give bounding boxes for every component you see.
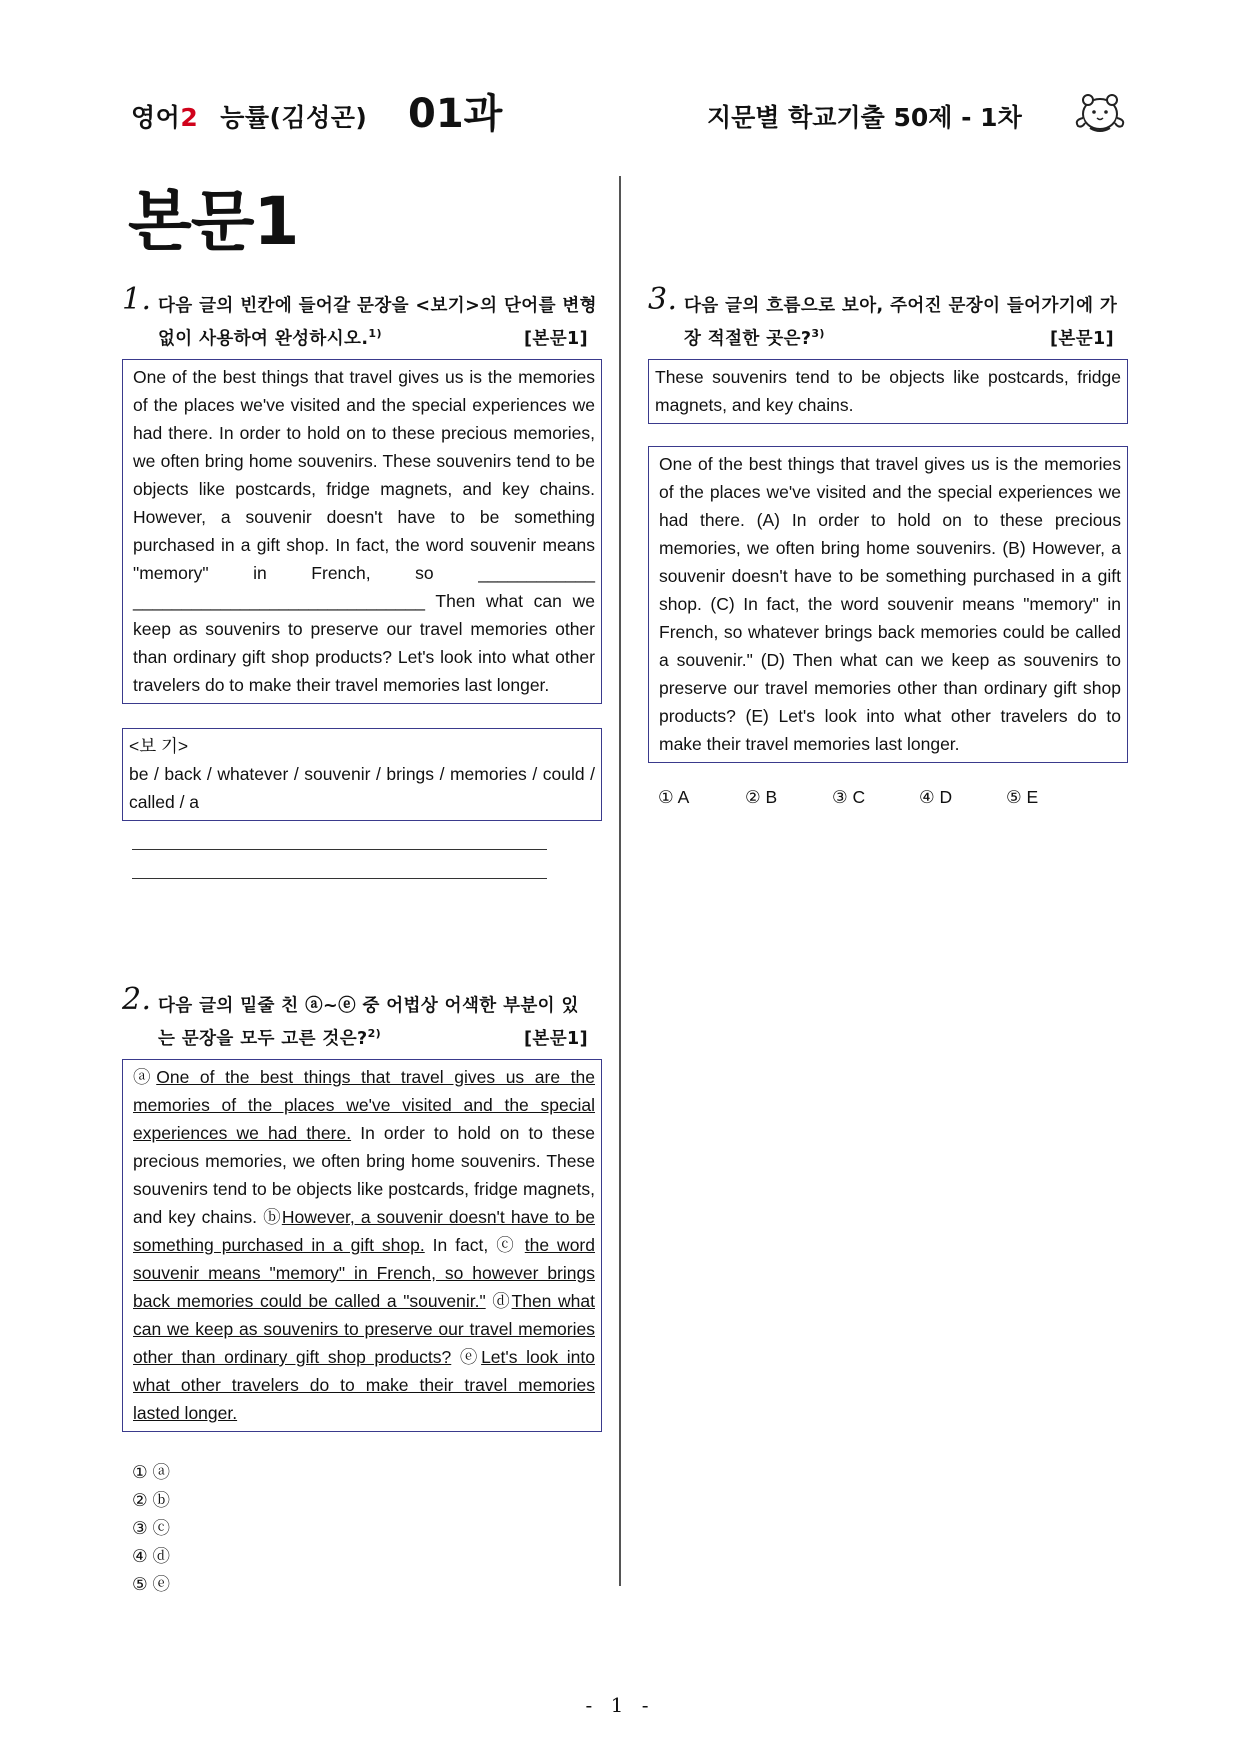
q2-tag: [본문1] bbox=[524, 1028, 588, 1049]
q2-choice-3[interactable]: ③ ⓒ bbox=[132, 1517, 171, 1538]
q3-choice-3[interactable]: ③ C bbox=[832, 786, 866, 807]
subject-publisher bbox=[131, 98, 367, 134]
q3-footnote: 3) bbox=[811, 327, 825, 340]
q2-mark-c: ⓒ bbox=[496, 1234, 517, 1255]
page-number: - 1 - bbox=[585, 1693, 655, 1717]
q2-number: 2. bbox=[122, 982, 152, 1017]
q2-choice-2[interactable]: ② ⓑ bbox=[132, 1489, 171, 1510]
q1-footnote: 1) bbox=[368, 327, 382, 340]
q1-bogi-title: <보 기> bbox=[129, 735, 189, 756]
q1-instruction-line1: 다음 글의 빈칸에 들어갈 문장을 <보기>의 단어를 변형 bbox=[158, 296, 597, 316]
q1-blank1: ____________ bbox=[478, 562, 595, 583]
q1-instruction bbox=[122, 282, 602, 353]
q1-instruction-line2: 없이 사용하여 완성하시오. bbox=[158, 328, 369, 349]
question-3 bbox=[648, 282, 1128, 811]
q2-mark-b: ⓑ bbox=[263, 1206, 282, 1227]
q3-choice-5[interactable]: ⑤ E bbox=[1006, 786, 1039, 807]
lesson-number: 01과 bbox=[408, 91, 503, 137]
answer-line[interactable] bbox=[132, 849, 547, 850]
q2-instruction-line2: 는 문장을 모두 고른 것은? bbox=[158, 1028, 368, 1049]
q3-passage: One of the best things that travel gives us is the memories of the places we've visited and the special experiences we had there. (A) In order to hold on to these precious memories, we often bring home souvenirs. (B) However, a souvenir doesn't have to be something purchased in a gift shop. (C) In fact, the word souvenir means "memory" in French, so whatever brings back memories could be called a souvenir." (D) Then what can we keep as souvenirs to preserve our travel memories other than ordinary gift shop products? (E) Let's look into what other travelers do to make their travel memories last longer. bbox=[659, 453, 1121, 754]
q3-instruction-line1: 다음 글의 흐름으로 보아, 주어진 문장이 들어가기에 가 bbox=[684, 296, 1118, 316]
q3-choices bbox=[658, 783, 1128, 811]
q1-bogi-box bbox=[122, 728, 602, 821]
q1-answer-lines bbox=[132, 849, 602, 879]
q3-given-sentence: These souvenirs tend to be objects like postcards, fridge magnets, and key chains. bbox=[655, 366, 1121, 415]
subject-number: 2 bbox=[180, 103, 199, 132]
page-header bbox=[0, 80, 1240, 140]
q3-choice-1[interactable]: ① A bbox=[658, 786, 690, 807]
subject-prefix: 영어 bbox=[131, 103, 181, 132]
q2-segment-e: Let's look into what other travelers do to make their travel memories lasted longer. bbox=[133, 1346, 595, 1423]
q2-footnote: 2) bbox=[367, 1027, 382, 1040]
column-divider bbox=[619, 176, 621, 1586]
q2-mark-e: ⓔ bbox=[459, 1346, 482, 1367]
q3-choice-2[interactable]: ② B bbox=[745, 786, 778, 807]
q2-choices bbox=[132, 1458, 602, 1598]
q2-mark-a: ⓐ bbox=[133, 1066, 157, 1087]
page-title: 본문1 bbox=[128, 183, 299, 260]
q2-choice-5[interactable]: ⑤ ⓔ bbox=[132, 1573, 171, 1594]
q3-instruction-line2: 장 적절한 곳은? bbox=[684, 328, 812, 349]
q2-segment-b: However, a souvenir doesn't have to be something purchased in a gift shop. bbox=[133, 1206, 595, 1255]
q2-choice-4[interactable]: ④ ⓓ bbox=[132, 1545, 171, 1566]
exam-info: 지문별 학교기출 50제 - 1차 bbox=[707, 103, 1022, 132]
q1-bogi-words: be / back / whatever / souvenir / brings / memories / could / called / a bbox=[129, 763, 595, 812]
q2-mark-d: ⓓ bbox=[492, 1290, 512, 1311]
q2-segment-c: the word souvenir means "memory" in French, so however brings back memories could be called a "souvenir." bbox=[133, 1234, 595, 1311]
q2-segment-a: One of the best things that travel gives us are the memories of the places we've visited and the special experiences we had there. bbox=[133, 1066, 595, 1143]
q2-instruction bbox=[122, 982, 602, 1053]
q3-instruction bbox=[648, 282, 1128, 353]
q2-plain-1: In order to hold on to these precious memories, we often bring home souvenirs. These souvenirs tend to be objects like postcards, fridge magnets, and key chains. bbox=[133, 1122, 595, 1227]
q3-number: 3. bbox=[648, 282, 678, 317]
q2-segment-d: Then what can we keep as souvenirs to preserve our travel memories other than ordinary gift shop products? bbox=[133, 1290, 595, 1367]
mascot-icon bbox=[1070, 88, 1130, 138]
question-2 bbox=[122, 982, 602, 1598]
q1-passage-box bbox=[122, 359, 602, 704]
q1-passage-part2: Then what can we keep as souvenirs to preserve our travel memories other than ordinary gift shop products? Let's look into what other travelers do to make their travel memories last longer. bbox=[133, 590, 595, 695]
q2-instruction-line1: 다음 글의 밑줄 친 ⓐ~ⓔ 중 어법상 어색한 부분이 있 bbox=[158, 996, 579, 1016]
q3-tag: [본문1] bbox=[1050, 328, 1114, 349]
q3-passage-box bbox=[648, 446, 1128, 763]
q1-tag: [본문1] bbox=[524, 328, 588, 349]
q3-choice-4[interactable]: ④ D bbox=[919, 786, 953, 807]
answer-line[interactable] bbox=[132, 878, 547, 879]
q1-passage-part1: One of the best things that travel gives us is the memories of the places we've visited and the special experiences we had there. In order to hold on to these precious memories, we often bring home souvenirs. These souvenirs tend to be objects like postcards, fridge magnets, and key chains. However, a souvenir doesn't have to be something purchased in a gift shop. In fact, the word souvenir means "memory" in French, so bbox=[133, 366, 595, 583]
q2-passage-box bbox=[122, 1059, 602, 1432]
question-1 bbox=[122, 282, 602, 879]
q1-number: 1. bbox=[122, 282, 152, 317]
q2-choice-1[interactable]: ① ⓐ bbox=[132, 1461, 171, 1482]
q2-plain-2: In fact, bbox=[424, 1234, 497, 1255]
q3-given-sentence-box bbox=[648, 359, 1128, 424]
publisher: 능률(김성곤) bbox=[220, 103, 368, 132]
q1-blank2: ______________________________ bbox=[133, 590, 425, 611]
